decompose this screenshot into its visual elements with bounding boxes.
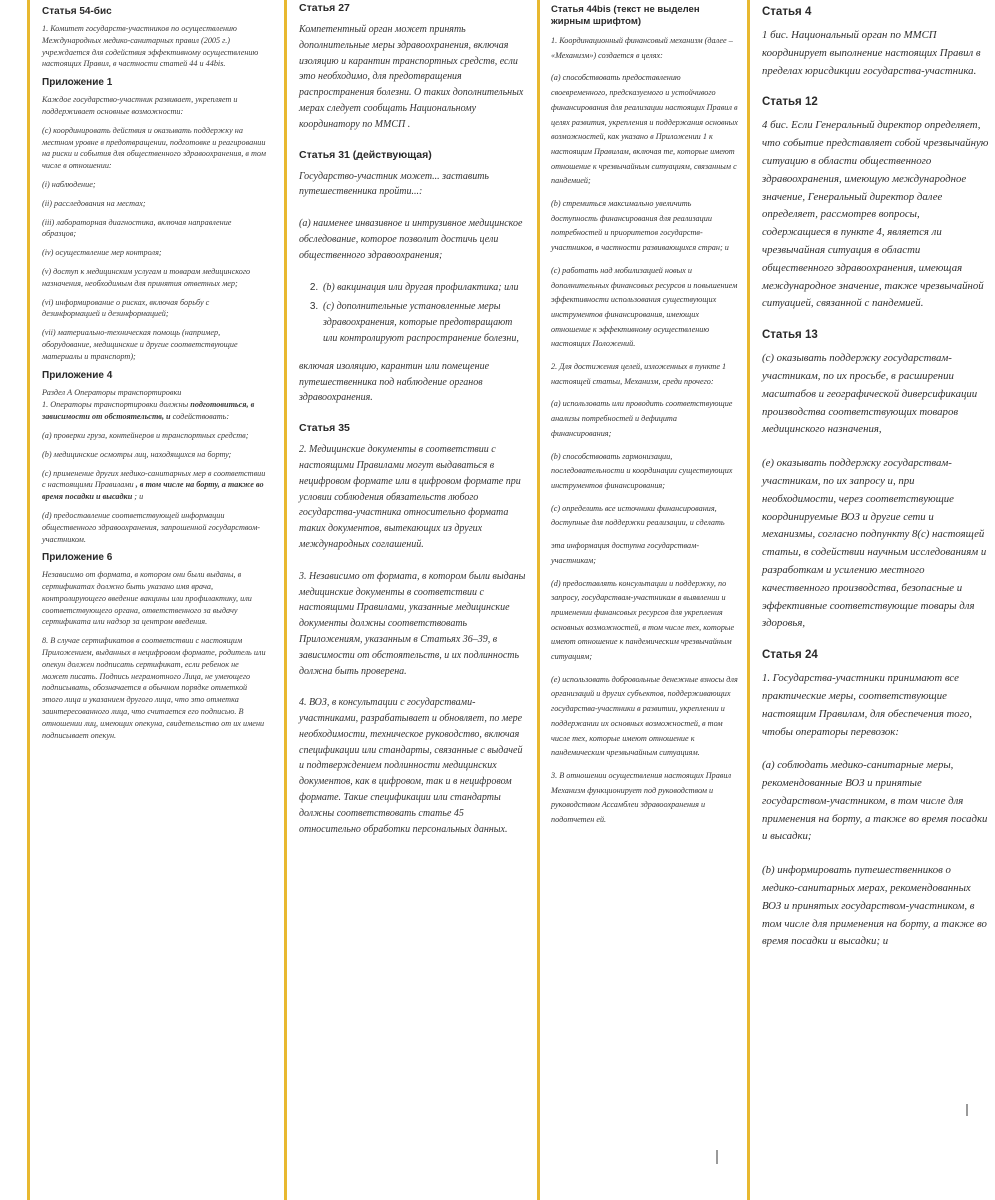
list-item: (d) предоставление соответствующей информации общественного здравоохранения, запрошенной государством-участником.: [42, 510, 261, 544]
heading-article-4: Статья 4: [762, 6, 812, 18]
text-run: ; и: [132, 492, 144, 502]
list-item: (a) проверки груза, контейнеров и транспортных средств;: [42, 430, 249, 440]
heading-annex-6: Приложение 6: [42, 552, 113, 564]
paragraph: 1. Координационный финансовый механизм (далее – «Механизм») создается в целях:: [551, 36, 733, 60]
list-item: (v) доступ к медицинским услугам и товарам медицинского назначения, необходимым для принятия ответных мер;: [42, 266, 251, 288]
list-item: [42, 468, 266, 503]
column-2: [284, 0, 534, 1200]
list-item: (iii) лабораторная диагностика, включая направление образцов;: [42, 217, 232, 239]
heading-article-44bis: Статья 44bis (текст не выделен жирным шрифтом): [551, 4, 700, 27]
paragraph: 4. ВОЗ, в консультации с государствами-участниками, разрабатывает и обновляет, по мере необходимости, техническое руководство, включая спецификации или стандарты, связанные с выдачей и подтверждением подлинности медицинских документов, как в цифровом, так и в нецифровом формате. Такие спецификации или стандарты должны соответствовать статье 45 относительно обработки персональных данных.: [299, 697, 523, 835]
heading-article-31: Статья 31 (действующая): [299, 148, 432, 161]
bold-text-run: , в том числе на борту, а также во время посадки и высадки: [42, 480, 264, 502]
paragraph: Государство-участник может... заставить путешественника пройти...:: [299, 170, 489, 198]
heading-article-24: Статья 24: [762, 649, 818, 662]
scrollbar-thumb[interactable]: [966, 1104, 968, 1116]
heading-article-13: Статья 13: [762, 329, 818, 342]
heading-annex-1: Приложение 1: [42, 77, 113, 89]
list-item: 3. (c) дополнительные установленные меры здравоохранения, которые предотвращают или контролируют распространение болезни,: [321, 299, 526, 346]
paragraph: 2. Для достижения целей, изложенных в пункте 1 настоящей статьи, Механизм, среди прочего:: [551, 362, 727, 386]
list-item: (ii) расследования на местах;: [42, 198, 146, 208]
paragraph: (c) координировать действия и оказывать поддержку на местном уровне в предотвращении, подготовке и реагировании на риски и события для общественного здравоохранения, в том числе в отношении:: [42, 125, 266, 171]
list-item: (vii) материально-техническая помощь (например, оборудование, медицинские и другие соответствующие материалы и транспорт);: [42, 328, 238, 361]
numbered-list: [299, 280, 526, 347]
paragraph: 1. Государства-участники принимают все практические меры, соответствующие настоящим Правилам, для обеспечения того, чтобы операторы перевозок:: [762, 672, 972, 738]
paragraph: (c) работать над мобилизацией новых и дополнительных финансовых ресурсов и повышением эффективности использования существующих инструментов финансирования, имеющих отношение к эффективному осуществлению настоящих Положений.: [551, 265, 738, 349]
paragraph: 2. Медицинские документы в соответствии с настоящими Правилами могут выдаваться в нецифровом формате или в цифровом формате при условии соблюдения обязательств любого государства-участника относительно формата таких документов, вытекающих из других международных соглашений.: [299, 444, 521, 550]
list-item: (b) медицинские осмотры лиц, находящихся на борту;: [42, 449, 232, 459]
text-run: содействовать:: [170, 412, 230, 422]
heading-article-12: Статья 12: [762, 96, 818, 109]
heading-article-27: Статья 27: [299, 2, 350, 14]
list-item: (vi) информирование о рисках, включая борьбу с дезинформацией и дезинформацией;: [42, 297, 210, 319]
paragraph: эта информация доступна государствам-участникам;: [551, 541, 700, 565]
paragraph: (e) оказывать поддержку государствам-участникам, по их запросу и, при необходимости, через соответствующие координируемые ВОЗ и другие сети и механизмы, согласно подпункту 8(c) настоящей статьи, в содействии научным исследованиям и разработкам и усилению местного качественного производства, безопасные и эффективные соответствующие товары для здоровья,: [762, 457, 987, 630]
paragraph: 8. В случае сертификатов в соответствии с настоящим Приложением, выданных в нецифровом формате, родитель или опекун должен подписать сертификат, если ребенок не может писать. Подпись неграмотного Лица, не умеющего подписывать, обозначается в обычном порядке отметкой этого лица и указанием другого лица, что это отметка заинтересованного лица, что считается его подписью. В отношении лиц, имеющих опекуна, свидетельство от их имени подписывает опекун.: [42, 636, 266, 740]
paragraph: (a) использовать или проводить соответствующие анализы потребностей и дефицита финансирования;: [551, 399, 733, 438]
paragraph: 1. Комитет государств-участников по осуществлению Международных медико-санитарных правил (2005 г.) учреждается для содействия эффективному осуществлению настоящих Правил, в частности статей 44 и 44bis.: [42, 24, 259, 69]
column-3: [537, 0, 745, 1200]
paragraph: Раздел А Операторы транспортировки: [42, 387, 182, 397]
paragraph: (a) способствовать предоставлению своевременного, предсказуемого и устойчивого финансирования для реализации настоящих Правил в целях развития, укрепления и поддержания основных возможностей, как указано в Приложении 1 к настоящим Правилам, включая те, которые имеют отношение к чрезвычайным ситуациям, связанным с пандемией;: [551, 73, 738, 186]
text-run: (c) применение других медико-санитарных мер в соответствии с настоящими Правилами: [42, 468, 266, 490]
paragraph: 1 бис. Национальный орган по ММСП координирует выполнение настоящих Правил в пределах юрисдикции государства-участника.: [762, 29, 981, 77]
paragraph: (c) определить все источники финансирования, доступные для поддержки реализации, и сделать: [551, 503, 725, 528]
scrollbar-thumb[interactable]: [716, 1150, 718, 1164]
paragraph: (e) использовать добровольные денежные взносы для организаций и других субъектов, поддерживающих государства-участники в развитии, укреплении и поддержании их основных возможностей, в том числе тех, которые имеют отношение к пандемическим чрезвычайным ситуациям.: [551, 674, 738, 758]
list-item: (iv) осуществление мер контроля;: [42, 248, 162, 258]
paragraph: Независимо от формата, в котором они были выданы, в сертификатах должно быть указано имя врача, контролирующего введение вакцины или профилактику, или соответствующего органа, ответственного за выдачу сертификата или надзор за центром введения.: [42, 570, 252, 627]
column-1: [27, 0, 274, 1200]
bold-text-run: подготовиться, в зависимости от обстоятельств, и: [42, 400, 255, 422]
list-item: 2. (b) вакцинация или другая профилактика; или: [321, 280, 526, 296]
paragraph: Компетентный орган может принять дополнительные меры здравоохранения, включая изоляцию и карантин транспортных средств, если это необходимо, для предотвращения распространения болезни. О таких дополнительных мерах следует сообщать Национальному координатору по ММСП .: [299, 24, 524, 130]
paragraph: 4 бис. Если Генеральный директор определяет, что событие представляет собой чрезвычайную ситуацию в области общественного здравоохранения, имеющую международное значение, Генеральный директор далее определяет, рассмотрев вопросы, содержащиеся в пункте 4, является ли чрезвычайная ситуация в области общественного здравоохранения, имеющая международное значение, также чрезвычайной ситуацией, связанной с пандемией.: [762, 119, 989, 310]
paragraph: 3. В отношении осуществления настоящих Правил Механизм функционирует под руководством и руководством Ассамблеи здравоохранения и подотчетен ей.: [551, 770, 732, 825]
paragraph: [42, 399, 266, 423]
paragraph: (a) наименее инвазивное и интрузивное медицинское обследование, которое позволит достичь цели общественного здравоохранения;: [299, 218, 523, 261]
heading-article-35: Статья 35: [299, 422, 350, 435]
paragraph: (b) стремиться максимально увеличить доступность финансирования для реализации потребностей и приоритетов государств-участников, в частности развивающихся стран; и: [551, 199, 729, 253]
paragraph: 3. Независимо от формата, в котором были выданы медицинские документы в соответствии с настоящими Правилами, указанные медицинские документы должны соответствовать Приложениям, указанным в Статьях 36–39, в зависимости от обстоятельств, и их подлинность должна быть проверена.: [299, 570, 526, 677]
paragraph: (d) предоставлять консультации и поддержку, по запросу, государствам-участникам в выявлении и применении финансовых ресурсов для укрепления основных возможностей, в том числе тех, которые имеют отношение к пандемическим чрезвычайным ситуациям;: [551, 578, 735, 662]
paragraph: (b) способствовать гармонизации, последовательности и координации существующих инструментов финансирования;: [551, 451, 733, 490]
heading-annex-4: Приложение 4: [42, 369, 113, 381]
list-item: (i) наблюдение;: [42, 179, 96, 189]
paragraph: (a) соблюдать медико-санитарные меры, рекомендованные ВОЗ и принятые государством-участником, в том числе для применения на борту, а также во время посадки и высадки;: [762, 759, 988, 843]
column-4: [747, 0, 995, 1200]
paragraph: Каждое государство-участник развивает, укрепляет и поддерживает основные возможности:: [42, 95, 238, 116]
paragraph: включая изоляцию, карантин или помещение путешественника под наблюдение органов здравоохранения.: [299, 360, 490, 404]
heading-article-54bis: Статья 54-бис: [42, 6, 112, 17]
text-run: 1. Операторы транспортировки должны: [42, 400, 191, 410]
paragraph: (c) оказывать поддержку государствам-участникам, по их просьбе, в расширении масштабов и географической диверсификации производства соответствующих товаров медицинского назначения,: [762, 352, 978, 436]
paragraph: (b) информировать путешественников о медико-санитарных мерах, рекомендованных ВОЗ и принятых государством-участником, в том числе для применения на борту, а также во время посадки и высадки; и: [762, 864, 987, 948]
